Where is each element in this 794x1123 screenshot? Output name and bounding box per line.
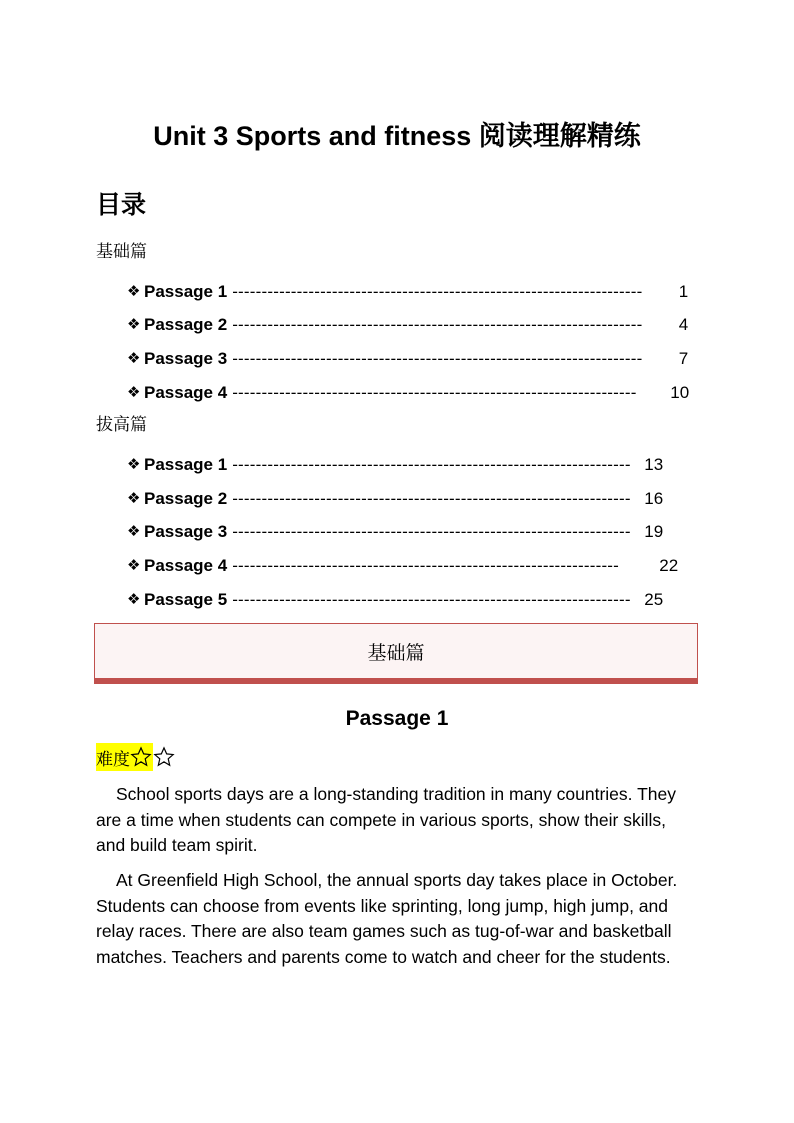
diamond-bullet-icon: ❖ (127, 384, 141, 401)
toc-entry-title: Passage 1 (144, 282, 228, 301)
toc-leader: ---------------------------------------------------------------------- (232, 315, 643, 334)
diamond-bullet-icon: ❖ (127, 456, 141, 473)
difficulty-rating (96, 743, 175, 771)
section-banner (94, 623, 698, 679)
toc-page-number: 25 (644, 590, 664, 609)
toc-section-advanced-label: 拔高篇 (96, 415, 147, 435)
toc-entry-basic-4[interactable] (127, 381, 689, 405)
toc-section-basic-label: 基础篇 (96, 242, 147, 262)
toc-entry-advanced-3[interactable] (127, 520, 663, 544)
passage-paragraph-2: At Greenfield High School, the annual sports day takes place in October. Students can choose from events like sprinting, long jump, high jump, and relay races. There are also team games such as tug-of-war and basketball matches. Teachers and parents come to watch and cheer for the students. (96, 870, 678, 967)
toc-entry-advanced-2[interactable] (127, 487, 663, 511)
toc-entry-title: Passage 2 (144, 315, 228, 334)
passage-paragraph-1: School sports days are a long-standing tradition in many countries. They are a time when students can compete in various sports, show their skills, and build team spirit. (96, 784, 676, 855)
toc-leader: -------------------------------------------------------------------- (232, 455, 631, 474)
passage-heading: Passage 1 (345, 707, 449, 730)
toc-page-number: 10 (670, 383, 690, 402)
toc-heading: 目录 (96, 190, 147, 219)
toc-page-number: 1 (678, 282, 689, 301)
toc-page-number: 7 (678, 349, 689, 368)
difficulty-highlight (96, 743, 153, 771)
toc-leader: ------------------------------------------------------------------ (232, 556, 620, 575)
toc-leader: --------------------------------------------------------------------- (232, 383, 637, 402)
toc-entry-basic-1[interactable] (127, 280, 688, 304)
toc-entry-title: Passage 4 (144, 383, 228, 402)
difficulty-label: 难度 (96, 749, 130, 770)
toc-leader: -------------------------------------------------------------------- (232, 489, 631, 508)
toc-leader: -------------------------------------------------------------------- (232, 522, 631, 541)
toc-entry-title: Passage 3 (144, 522, 228, 541)
toc-entry-title: Passage 3 (144, 349, 228, 368)
toc-entry-advanced-1[interactable] (127, 453, 663, 477)
toc-page-number: 13 (644, 455, 664, 474)
toc-leader: ---------------------------------------------------------------------- (232, 349, 643, 368)
diamond-bullet-icon: ❖ (127, 591, 141, 608)
toc-entry-title: Passage 1 (144, 455, 228, 474)
star-outline-icon (153, 746, 175, 768)
section-banner-label: 基础篇 (367, 641, 425, 664)
diamond-bullet-icon: ❖ (127, 350, 141, 367)
toc-leader: -------------------------------------------------------------------- (232, 590, 631, 609)
diamond-bullet-icon: ❖ (127, 523, 141, 540)
toc-page-number: 16 (644, 489, 664, 508)
toc-entry-advanced-5[interactable] (127, 588, 663, 612)
toc-entry-title: Passage 2 (144, 489, 228, 508)
toc-entry-basic-2[interactable] (127, 313, 688, 337)
star-outline-icon (130, 746, 152, 768)
toc-page-number: 22 (659, 556, 679, 575)
diamond-bullet-icon: ❖ (127, 557, 141, 574)
toc-entry-title: Passage 5 (144, 590, 228, 609)
toc-leader: ---------------------------------------------------------------------- (232, 282, 643, 301)
toc-page-number: 4 (678, 315, 689, 334)
toc-entry-basic-3[interactable] (127, 347, 688, 371)
diamond-bullet-icon: ❖ (127, 490, 141, 507)
toc-entry-title: Passage 4 (144, 556, 228, 575)
diamond-bullet-icon: ❖ (127, 316, 141, 333)
diamond-bullet-icon: ❖ (127, 283, 141, 300)
document-title: Unit 3 Sports and fitness 阅读理解精练 (153, 121, 641, 151)
toc-entry-advanced-4[interactable] (127, 554, 678, 578)
toc-page-number: 19 (644, 522, 664, 541)
